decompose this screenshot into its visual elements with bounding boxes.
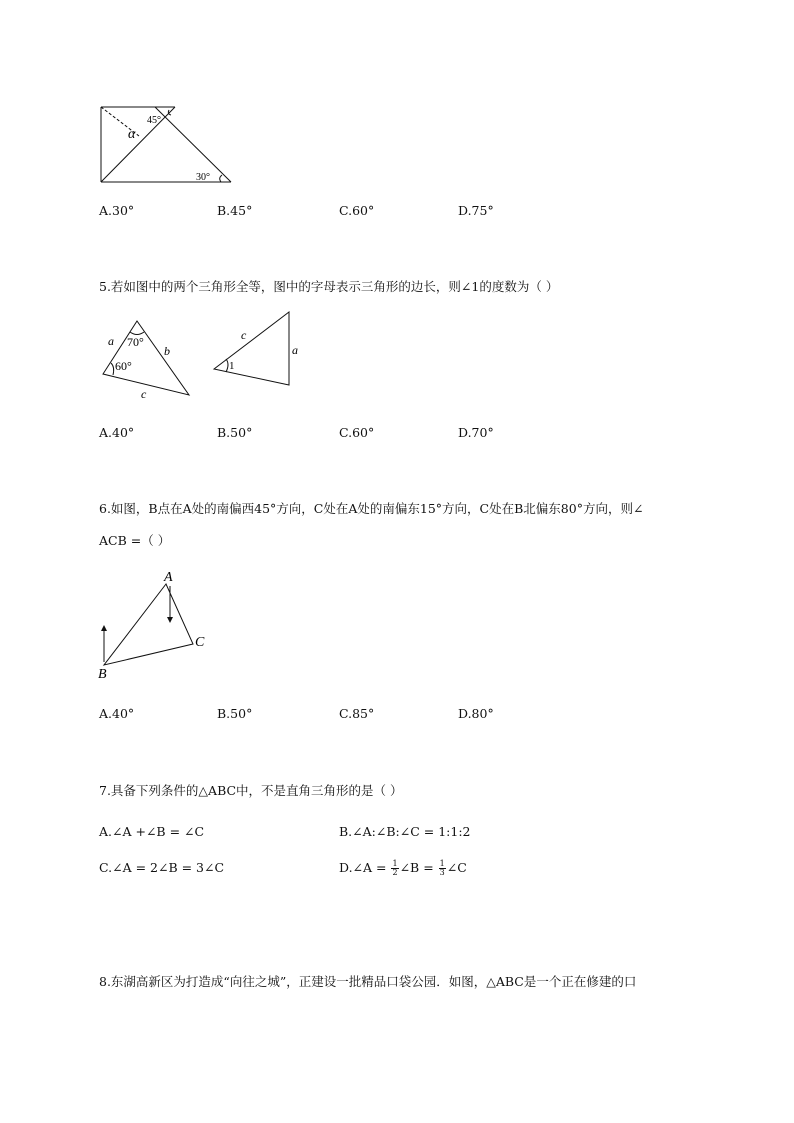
q7-option-d bbox=[339, 854, 467, 882]
q4-option-a: A.30° bbox=[99, 203, 135, 218]
q6-point-c: C bbox=[195, 635, 205, 650]
q7-option-d-frac2-den: 3 bbox=[439, 868, 445, 877]
q7-option-d-fraction-1 bbox=[391, 860, 398, 877]
q5-option-c: C.60° bbox=[339, 425, 375, 440]
q5-option-d: D.70° bbox=[458, 425, 494, 440]
q6-option-b: B.50° bbox=[217, 706, 253, 721]
q6-figure bbox=[95, 568, 215, 683]
q7-option-d-prefix: D.∠A = bbox=[339, 860, 391, 875]
q5-left-angle-60: 60° bbox=[115, 359, 132, 373]
q4-figure bbox=[95, 100, 240, 190]
q5-left-side-b: b bbox=[164, 344, 170, 358]
q6-option-d: D.80° bbox=[458, 706, 494, 721]
q4-angle-30-label: 30° bbox=[196, 172, 210, 183]
q4-alpha-label: α bbox=[128, 127, 136, 142]
q4-option-b: B.45° bbox=[217, 203, 253, 218]
q5-figure bbox=[95, 312, 310, 407]
q5-left-side-a: a bbox=[108, 334, 114, 348]
q7-option-b: B.∠A:∠B:∠C = 1:1:2 bbox=[339, 824, 471, 839]
q6-option-a: A.40° bbox=[99, 706, 135, 721]
q8-stem: 8.东湖高新区为打造成“向往之城”，正建设一批精品口袋公园．如图，△ABC是一个正在修建的口 bbox=[99, 974, 637, 989]
q5-right-side-a: a bbox=[292, 343, 298, 357]
q5-option-a: A.40° bbox=[99, 425, 135, 440]
q5-right-angle-1: 1 bbox=[229, 360, 235, 372]
q6-option-c: C.85° bbox=[339, 706, 375, 721]
q5-left-angle-70: 70° bbox=[127, 335, 144, 349]
q5-left-side-c: c bbox=[141, 387, 147, 401]
q5-right-side-c: c bbox=[241, 328, 247, 342]
q4-option-c: C.60° bbox=[339, 203, 375, 218]
q7-option-c: C.∠A = 2∠B = 3∠C bbox=[99, 860, 225, 875]
q7-option-d-suffix: ∠C bbox=[446, 860, 467, 875]
q4-option-d: D.75° bbox=[458, 203, 494, 218]
q6-point-b: B bbox=[98, 667, 107, 682]
q6-point-a: A bbox=[164, 570, 173, 585]
q7-option-d-frac2-num: 1 bbox=[439, 859, 445, 868]
q7-option-d-frac1-den: 2 bbox=[392, 868, 398, 877]
q5-option-b: B.50° bbox=[217, 425, 253, 440]
q7-option-a: A.∠A +∠B = ∠C bbox=[99, 824, 205, 839]
q7-option-d-fraction-2 bbox=[439, 860, 446, 877]
q7-option-d-frac1-num: 1 bbox=[392, 859, 398, 868]
q4-angle-45-label: 45° bbox=[147, 115, 161, 126]
q7-stem: 7.具备下列条件的△ABC中，不是直角三角形的是（ ） bbox=[99, 783, 403, 798]
q7-option-d-mid: ∠B = bbox=[399, 860, 438, 875]
q6-stem-line2: ACB =（ ） bbox=[99, 533, 171, 548]
q5-stem: 5.若如图中的两个三角形全等，图中的字母表示三角形的边长，则∠1的度数为（ ） bbox=[99, 279, 559, 294]
q6-stem-line1: 6.如图，B点在A处的南偏西45°方向，C处在A处的南偏东15°方向，C处在B北偏东80°方向，则∠ bbox=[99, 501, 644, 516]
